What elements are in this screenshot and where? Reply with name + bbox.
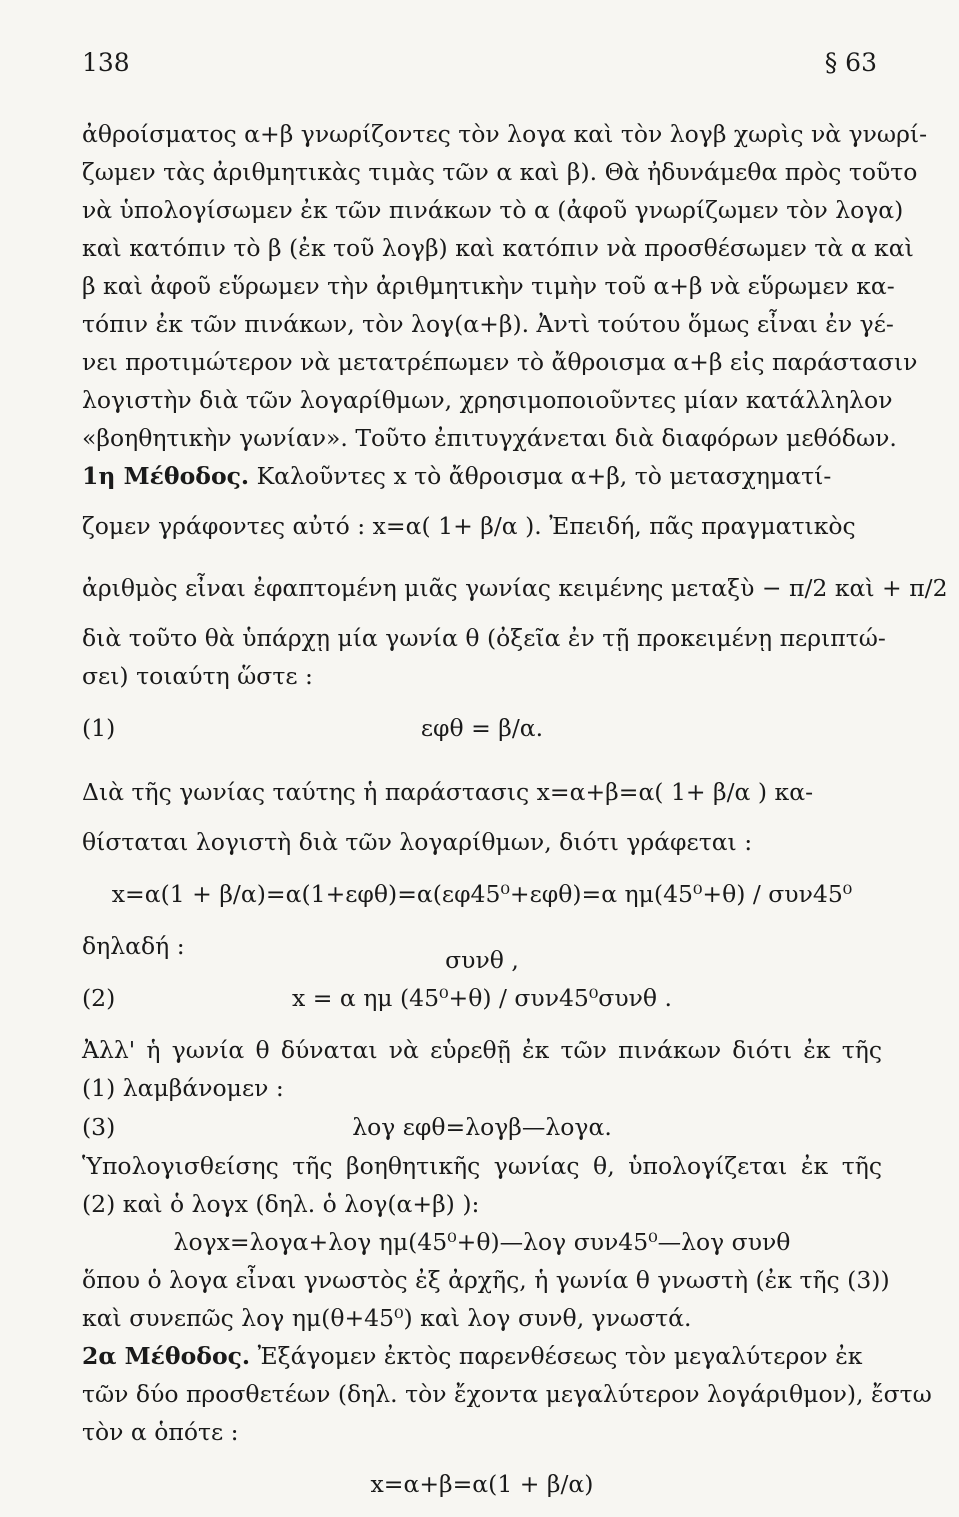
text-line: ἀριθμὸς εἶναι ἐφαπτομένη μιᾶς γωνίας κειμένης μεταξὺ − π/2 καὶ + π/2 [82, 574, 948, 602]
text-line: «βοηθητικὴν γωνίαν». Τοῦτο ἐπιτυγχάνεται διὰ διαφόρων μεθόδων. [82, 424, 897, 452]
section-number: § 63 [824, 48, 877, 77]
method1-text: Καλοῦντες x τὸ ἄθροισμα α+β, τὸ μετασχηματί- [256, 462, 832, 490]
equation-body: λογ εφθ=λογβ—λογα. [352, 1113, 612, 1141]
text-line: ζομεν γράφοντες αὐτό : x=α( 1+ β/α ). Ἐπειδή, πᾶς πραγματικὸς [82, 512, 856, 540]
text-line: ὅπου ὁ λογα εἶναι γνωστὸς ἐξ ἀρχῆς, ἡ γωνία θ γνωστὴ (ἐκ τῆς (3)) [82, 1266, 890, 1294]
text-line: Ὑπολογισθείσης τῆς βοηθητικῆς γωνίας θ, ὑπολογίζεται ἐκ τῆς [82, 1152, 882, 1180]
equation-3 [82, 1107, 882, 1147]
text-line: δηλαδή : [82, 932, 185, 960]
text-line: νει προτιμώτερον νὰ μετατρέπωμεν τὸ ἄθροισμα α+β εἰς παράστασιν [82, 348, 918, 376]
equation-body: x = α ημ (45⁰+θ) / συν45⁰συνθ . [291, 984, 673, 1012]
method1-first-line [82, 457, 882, 495]
method2-text: Ἐξάγομεν ἐκτὸς παρενθέσεως τὸν μεγαλύτερον ἐκ [257, 1342, 863, 1370]
text-line: διὰ τοῦτο θὰ ὑπάρχῃ μία γωνία θ (ὀξεῖα ἐν τῇ προκειμένῃ περιπτώ- [82, 624, 886, 652]
equation-body: x=α(1 + β/α)=α(1+εφθ)=α(εφ45⁰+εφθ)=α ημ(45⁰+θ) / συν45⁰ συνθ , [111, 880, 853, 974]
text-line: θίσταται λογιστὴ διὰ τῶν λογαρίθμων, διότι γράφεται : [82, 828, 753, 856]
method2-first-line [82, 1337, 882, 1375]
text-line: ζωμεν τὰς ἀριθμητικὰς τιμὰς τῶν α καὶ β). Θὰ ἠδυνάμεθα πρὸς τοῦτο [82, 158, 918, 186]
equation-1 [82, 695, 882, 761]
equation-2 [82, 965, 882, 1031]
page-number: 138 [82, 48, 130, 77]
equation-label: (2) [82, 984, 116, 1012]
text-line: τῶν δύο προσθετέων (δηλ. τὸν ἔχοντα μεγαλύτερον λογάριθμον), ἔστω [82, 1380, 932, 1408]
text-line: (2) καὶ ὁ λογx (δηλ. ὁ λογ(α+β) ): [82, 1190, 480, 1218]
equation-label: (3) [82, 1113, 116, 1141]
text-line: β καὶ ἀφοῦ εὕρωμεν τὴν ἀριθμητικὴν τιμὴν τοῦ α+β νὰ εὕρωμεν κα- [82, 272, 895, 300]
text-line: καὶ κατόπιν τὸ β (ἐκ τοῦ λογβ) καὶ κατόπιν νὰ προσθέσωμεν τὰ α καὶ [82, 234, 914, 262]
text-line: (1) λαμβάνομεν : [82, 1074, 284, 1102]
text-line: Διὰ τῆς γωνίας ταύτης ἡ παράστασις x=α+β=α( 1+ β/α ) κα- [82, 778, 814, 806]
text-line: καὶ συνεπῶς λογ ημ(θ+45⁰) καὶ λογ συνθ, γνωστά. [82, 1304, 692, 1332]
equation-final [82, 1451, 882, 1517]
method1-heading: 1η Μέθοδος. [82, 462, 250, 490]
equation-4: λογx=λογα+λογ ημ(45⁰+θ)—λογ συν45⁰—λογ συνθ [173, 1228, 791, 1256]
text-line: νὰ ὑπολογίσωμεν ἐκ τῶν πινάκων τὸ α (ἀφοῦ γνωρίζωμεν τὸν λογα) [82, 196, 904, 224]
method2-heading: 2α Μέθοδος. [82, 1342, 251, 1370]
equation-body: x=α+β=α(1 + β/α) [370, 1470, 594, 1498]
text-line: ἀθροίσματος α+β γνωρίζοντες τὸν λογα καὶ τὸν λογβ χωρὶς νὰ γνωρί- [82, 120, 928, 148]
text-line: τὸν α ὁπότε : [82, 1418, 239, 1446]
page-header [82, 48, 877, 88]
text-line: σει) τοιαύτη ὥστε : [82, 662, 313, 690]
equation-body: εφθ = β/α. [420, 714, 544, 742]
text-line: τόπιν ἐκ τῶν πινάκων, τὸν λογ(α+β). Ἀντὶ τούτου ὅμως εἶναι ἐν γέ- [82, 310, 894, 338]
text-line: λογιστὴν διὰ τῶν λογαρίθμων, χρησιμοποιοῦντες μίαν κατάλληλον [82, 386, 893, 414]
text-line: Ἀλλ' ἡ γωνία θ δύναται νὰ εὑρεθῇ ἐκ τῶν πινάκων διότι ἐκ τῆς [82, 1036, 882, 1064]
page-body [82, 115, 948, 1517]
equation-label: (1) [82, 714, 116, 742]
